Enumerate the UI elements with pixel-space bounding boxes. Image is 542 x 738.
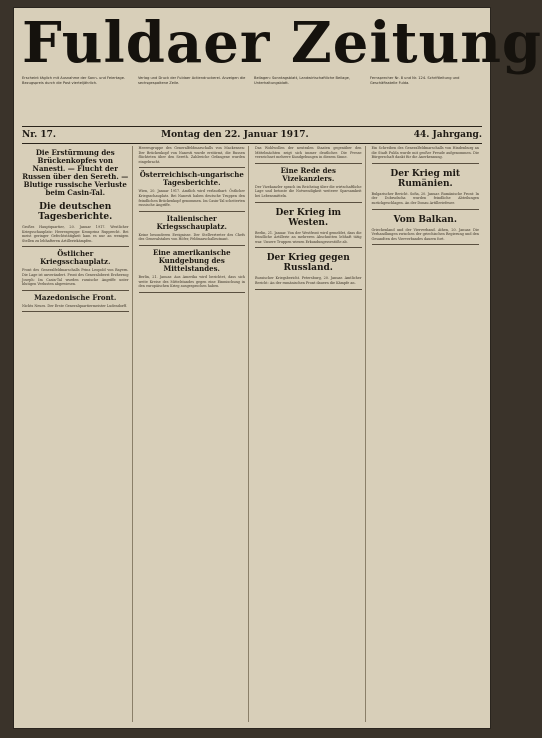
article-body: Bulgarischer Bericht. Sofia, 20. Januar. Rumänische Front: In der Dobrudscha wurden feindliche Abteilungen zurückgeschlagen. An der Donau Artilleriefeuer. (371, 191, 479, 205)
issue-date: Montag den 22. Januar 1917. (161, 130, 309, 140)
column-divider (255, 202, 362, 203)
article-body: Front des Generalfeldmarschalls Prinz Leopold von Bayern. Die Lage ist unverändert. Front des Generaloberst Erzherzog Joseph: Im Casin-Tal wurden russische Angriffe unter blutigen Verlusten abgewiesen. (22, 268, 129, 287)
column-divider (22, 290, 129, 291)
article-headline: Eine Rede des Vizekanzlers. (280, 165, 336, 183)
column-divider (372, 244, 480, 245)
article-column-3 (255, 146, 366, 722)
article-headline: Der Krieg gegen Russland. (266, 253, 350, 274)
article-body: Wien, 20. Januar 1917. Amtlich wird verlautbart: Östlicher Kriegsschauplatz. Bei Nanesti haben deutsche Truppen den feindlichen Brückenkopf genommen. Im Casin-Tal scheiterten russische Angriffe. (138, 189, 245, 208)
column-divider (139, 167, 246, 168)
article-headline: Östlicher Kriegsschauplatz. (40, 249, 111, 267)
article-body: Berlin, 21. Januar. Aus Amerika wird berichtet, dass sich weite Kreise des Mittelstandes gegen eine Einmischung in den europäischen Krieg ausgesprochen haben. (138, 274, 245, 289)
issue-number: Nr. 17. (22, 130, 57, 140)
dateline (22, 126, 482, 144)
article-headline: Die Erstürmung des Brückenkopfes von Nanesti. — Flucht der Russen über den Sereth. — Blutige russische Verluste beim Casin-Tal. (22, 148, 129, 197)
column-divider (255, 289, 362, 290)
subheader-column: Verlag und Druck der Fuldaer Actiendruckerei. Anzeigen die sechsgespaltene Zeile. (138, 76, 246, 86)
column-divider (22, 311, 129, 312)
column-divider (255, 247, 362, 248)
article-body: Berlin, 21. Januar. Von der Westfront wird gemeldet, dass die feindliche Artillerie an mehreren Abschnitten lebhaft tätig war. Unsere Truppen wiesen Erkundungsvorstöße ab. (255, 230, 362, 244)
article-headline: Mazedonische Front. (34, 292, 117, 302)
article-columns (22, 146, 482, 722)
masthead-title: Fuldaer Zeitung (22, 10, 542, 76)
column-divider (22, 246, 129, 247)
article-headline: Eine amerikanische Kundgebung des Mittelstandes. (152, 247, 231, 273)
column-divider (372, 209, 480, 210)
volume: 44. Jahrgang. (413, 130, 482, 140)
article-body: Großes Hauptquartier, 20. Januar 1917. Westlicher Kriegsschauplatz: Heeresgruppe Kronprinz Rupprecht. Bei meist geringer Gefechtstätigkeit kam es nur an wenigen Stellen zu lebhafteren Artilleriekämpfen. (22, 225, 129, 243)
article-body: Keine besonderen Ereignisse. Der Stellvertreter des Chefs des Generalstabes von Höfer, Feldmarschalleutnant. (138, 232, 245, 242)
newspaper-page (14, 8, 542, 728)
column-divider (372, 163, 480, 164)
column-divider (139, 211, 246, 212)
article-headline: Italienischer Kriegsschauplatz. (156, 213, 227, 231)
article-body: Der Vizekanzler sprach im Reichstag über die wirtschaftliche Lage und betonte die Notwendigkeit weiterer Sparsamkeit bei Lebensmitteln. (255, 184, 362, 198)
column-divider (139, 245, 246, 246)
subheader-column: Fernsprecher Nr. 8 und Nr. 124. Schriftleitung und Geschäftsstelle Fulda. (370, 76, 460, 86)
article-body: Das Wohlwollen der neutralen Staaten gegenüber den Mittelmächten zeigt sich immer deutlicher. Die Presse verzeichnet mehrere Kundgebungen in diesem Sinne. (255, 146, 362, 160)
article-column-1 (22, 146, 133, 722)
subheader-column: Erscheint täglich mit Ausnahme der Sonn- und Feiertage. Bezugspreis durch die Post vierteljährlich. (22, 76, 126, 86)
column-divider (139, 292, 246, 293)
article-body: Russischer Kriegsbericht. Petersburg, 20. Januar. Amtlicher Bericht: An der rumänischen Front dauern die Kämpfe an. (255, 276, 362, 285)
column-divider (255, 163, 362, 164)
article-body: Griechenland und der Vierverband. Athen, 20. Januar. Die Verhandlungen zwischen der griechischen Regierung und den Gesandten des Vierverbandes dauern fort. (371, 227, 479, 241)
article-headline: Österreichisch-ungarische Tagesberichte. (139, 170, 244, 188)
article-column-2 (139, 146, 250, 722)
article-headline: Die deutschen Tagesberichte. (38, 202, 113, 222)
article-headline: Der Krieg mit Rumänien. (390, 168, 461, 189)
subheader-column: Beilagen: Sonntagsblatt, Landwirtschaftliche Beilage, Unterhaltungsblatt. (254, 76, 351, 86)
article-body: Nichts Neues. Der Erste Generalquartiermeister Ludendorff. (22, 303, 127, 308)
masthead-subheader (22, 76, 482, 124)
article-column-4 (372, 146, 483, 722)
article-headline: Der Krieg im Westen. (275, 207, 341, 228)
article-body: Heeresgruppe des Generalfeldmarschalls von Mackensen: Der Brückenkopf von Nanesti wurde erstürmt, die Russen flüchteten über den Sereth. Zahlreiche Gefangene wurden eingebracht. (138, 146, 245, 164)
article-body: Ein Schreiben des Generalfeldmarschalls von Hindenburg an die Stadt Fulda wurde mit großer Freude aufgenommen. Die Bürgerschaft dankt für die Anerkennung. (371, 146, 479, 160)
article-headline: Vom Balkan. (393, 214, 457, 225)
